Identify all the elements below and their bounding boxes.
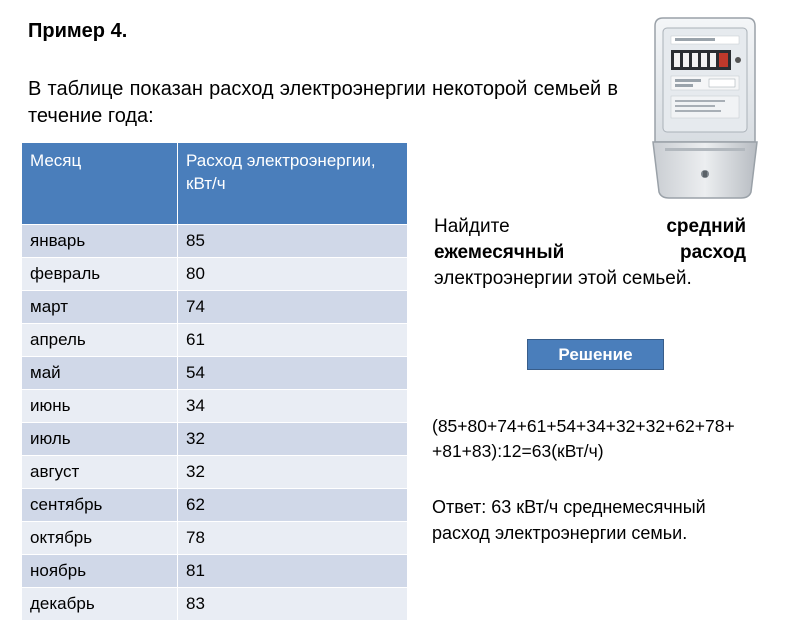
table-row (22, 587, 407, 620)
electricity-meter-icon (647, 14, 762, 200)
intro-text: В таблице показан расход электроэнергии некоторой семьей в течение года: (28, 78, 618, 127)
task-word-average: средний (666, 216, 746, 237)
month-cell: октябрь (22, 521, 178, 554)
table-row (22, 389, 407, 422)
value-cell: 74 (178, 290, 408, 323)
month-cell: сентябрь (22, 488, 178, 521)
table-row (22, 257, 407, 290)
month-cell: июнь (22, 389, 178, 422)
task-text (434, 214, 746, 292)
month-cell: январь (22, 224, 178, 257)
table-row (22, 290, 407, 323)
task-line-3: электроэнергии этой семьей. (434, 268, 692, 289)
month-cell: декабрь (22, 587, 178, 620)
value-cell: 61 (178, 323, 408, 356)
task-line-2 (434, 240, 746, 266)
value-cell: 78 (178, 521, 408, 554)
month-cell: август (22, 455, 178, 488)
table-row (22, 488, 407, 521)
table-header-row (22, 143, 407, 224)
value-cell: 32 (178, 422, 408, 455)
task-word-monthly: ежемесячный (434, 242, 565, 263)
task-word-find: Найдите (434, 216, 510, 237)
value-cell: 83 (178, 587, 408, 620)
table-row (22, 422, 407, 455)
value-cell: 32 (178, 455, 408, 488)
consumption-table (22, 143, 407, 620)
value-cell: 80 (178, 257, 408, 290)
answer-text (432, 494, 792, 546)
month-cell: апрель (22, 323, 178, 356)
calculation-text (432, 414, 792, 464)
answer-line-2: расход электроэнергии семьи. (432, 523, 688, 543)
month-cell: март (22, 290, 178, 323)
value-cell: 34 (178, 389, 408, 422)
calculation-line-1: (85+80+74+61+54+34+32+32+62+78+ (432, 416, 735, 436)
month-cell: июль (22, 422, 178, 455)
table-row (22, 455, 407, 488)
answer-line-1: Ответ: 63 кВт/ч среднемесячный (432, 497, 706, 517)
header-month: Месяц (22, 143, 178, 224)
table-row (22, 224, 407, 257)
solution-button[interactable]: Решение (527, 339, 664, 370)
value-cell: 81 (178, 554, 408, 587)
value-cell: 54 (178, 356, 408, 389)
table-row (22, 356, 407, 389)
value-cell: 85 (178, 224, 408, 257)
table-row (22, 521, 407, 554)
table-row (22, 554, 407, 587)
table-row (22, 323, 407, 356)
header-consumption: Расход электроэнергии, кВт/ч (178, 143, 408, 224)
month-cell: ноябрь (22, 554, 178, 587)
task-word-consumption: расход (680, 242, 746, 263)
value-cell: 62 (178, 488, 408, 521)
month-cell: февраль (22, 257, 178, 290)
task-line-1 (434, 214, 746, 240)
slide-title: Пример 4. (28, 20, 128, 42)
calculation-line-2: +81+83):12=63(кВт/ч) (432, 441, 604, 461)
month-cell: май (22, 356, 178, 389)
